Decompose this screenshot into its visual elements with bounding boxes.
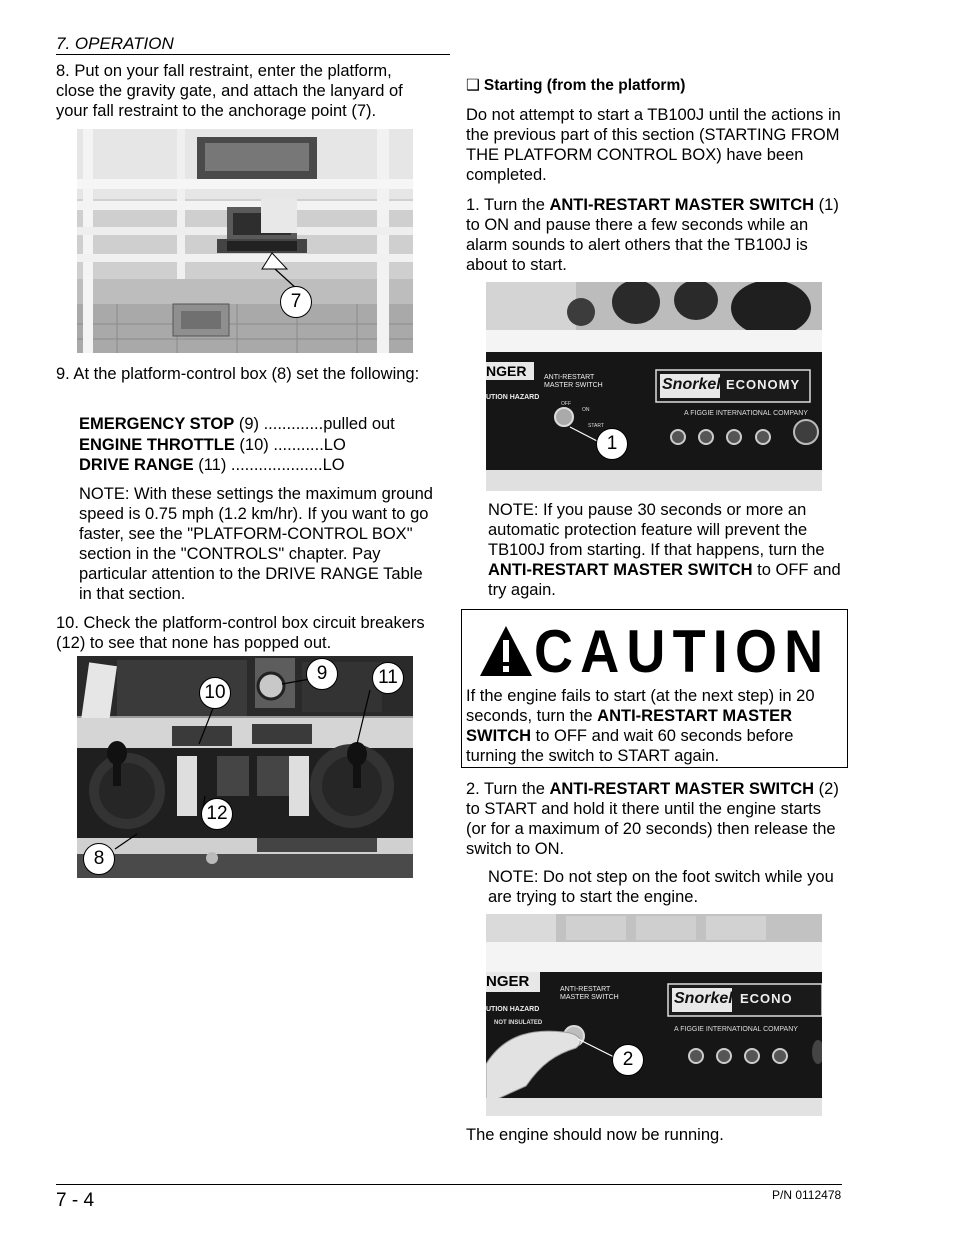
settings-list	[79, 414, 439, 476]
company-label: A FIGGIE INTERNATIONAL COMPANY	[684, 410, 808, 417]
step-1-text: 1. Turn the ANTI-RESTART MASTER SWITCH (1) to ON and pause there a few seconds while an alarm sounds to alert others that the TB100J is about to start.	[466, 196, 839, 274]
platform-gate-illustration	[77, 129, 413, 353]
company-label-2: A FIGGIE INTERNATIONAL COMPANY	[674, 1026, 798, 1033]
hazard-label: UTION HAZARD	[486, 394, 540, 401]
callout-8: 8	[83, 843, 115, 875]
note-step-9: NOTE: With these settings the maximum ground speed is 0.75 mph (1.2 km/hr). If you want to go faster, see the "PLATFORM-CONTROL BOX" section in the "CONTROLS" chapter. Pay particular attention to the DRIVE RANGE Table in that section.	[79, 485, 433, 603]
callout-9: 9	[306, 658, 338, 690]
callout-7: 7	[280, 286, 312, 318]
checkbox-icon: ❑	[466, 77, 480, 94]
setting-drive-range: DRIVE RANGE (11) ....................LO	[79, 456, 345, 474]
danger-label: NGER	[486, 363, 527, 379]
switch-on-label: ON	[582, 407, 590, 413]
callout-10: 10	[199, 677, 231, 709]
switch-off-label: OFF	[561, 401, 571, 407]
intro-text: Do not attempt to start a TB100J until the actions in the previous part of this section (STARTING FROM THE PLATFORM CONTROL BOX) have been completed.	[466, 106, 841, 184]
closing-text: The engine should now be running.	[466, 1126, 724, 1144]
warning-triangle-icon	[478, 624, 534, 678]
section-header: 7. OPERATION	[56, 34, 450, 55]
callout-12: 12	[201, 798, 233, 830]
switch-start-label: START	[588, 423, 604, 429]
setting-emergency-stop: EMERGENCY STOP (9) .............pulled out	[79, 415, 395, 433]
switch-title-2: ANTI-RESTART MASTER SWITCH	[560, 986, 619, 1001]
callout-2: 2	[612, 1044, 644, 1076]
platform-gate-photo	[77, 129, 413, 353]
caution-text: If the engine fails to start (at the next step) in 20 seconds, turn the ANTI-RESTART MASTER SWITCH to OFF and wait 60 seconds before turning the switch to START again.	[466, 687, 815, 765]
caution-heading: CAUTION	[534, 618, 831, 685]
switch-title: ANTI-RESTART MASTER SWITCH	[544, 374, 603, 389]
not-insulated-label: NOT INSULATED	[494, 1020, 543, 1026]
control-box-illustration	[77, 656, 413, 878]
brand-logo-2: Snorkel	[674, 990, 733, 1007]
brand-logo: Snorkel	[662, 376, 721, 393]
hazard-label-2: UTION HAZARD	[486, 1006, 540, 1013]
model-label-2: ECONO	[740, 991, 793, 1006]
footer-rule	[56, 1184, 842, 1185]
platform-control-box-photo	[77, 656, 413, 878]
setting-engine-throttle: ENGINE THROTTLE (10) ...........LO	[79, 435, 346, 454]
model-label: ECONOMY	[726, 377, 801, 392]
step-10-text: 10. Check the platform-control box circuit breakers (12) to see that none has popped out.	[56, 614, 425, 652]
note-step-2: NOTE: Do not step on the foot switch while you are trying to start the engine.	[488, 868, 834, 906]
note-step-1: NOTE: If you pause 30 seconds or more an automatic protection feature will prevent the TB100J from starting. If that happens, turn the ANTI-RESTART MASTER SWITCH to OFF and try again.	[488, 501, 841, 599]
part-number: P/N 0112478	[772, 1188, 842, 1202]
step-2-text: 2. Turn the ANTI-RESTART MASTER SWITCH (2) to START and hold it there until the engine starts (or for a maximum of 20 seconds) then release the switch to ON.	[466, 780, 839, 858]
step-9-text: 9. At the platform-control box (8) set the following:	[56, 365, 420, 383]
callout-11: 11	[372, 662, 404, 694]
subheading-starting: ❑ Starting (from the platform)	[466, 77, 686, 94]
start-switch-photo	[486, 914, 822, 1116]
danger-label-2: NGER	[486, 973, 530, 990]
page-number: 7 - 4	[56, 1190, 95, 1211]
callout-1: 1	[596, 428, 628, 460]
step-8-text: 8. Put on your fall restraint, enter the platform, close the gravity gate, and attach the lanyard of your fall restraint to the anchorage point (7).	[56, 62, 403, 120]
master-switch-photo	[486, 282, 822, 491]
